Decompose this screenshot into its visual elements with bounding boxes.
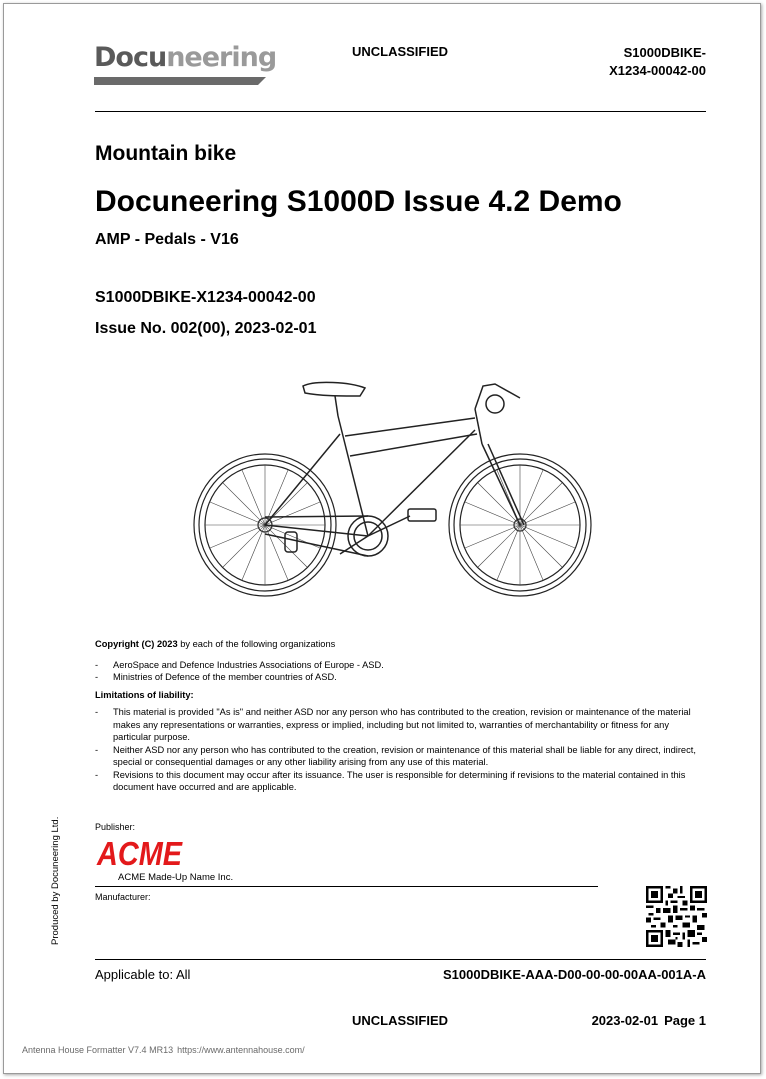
issue-info: Issue No. 002(00), 2023-02-01 bbox=[95, 320, 317, 337]
header-document-code bbox=[560, 44, 706, 80]
header-rule bbox=[95, 111, 706, 112]
list-item: - Revisions to this document may occur after its issuance. The user is responsible for determining if revisions to the material contained in this document have occurred and are applicable. bbox=[95, 769, 686, 792]
header-dmc-line1: S1000DBIKE- bbox=[623, 45, 706, 60]
producer-text: Produced by Docuneering Ltd. bbox=[50, 816, 61, 945]
docuneering-logo bbox=[94, 42, 277, 86]
publisher-rule bbox=[95, 886, 598, 887]
organizations-list bbox=[95, 659, 707, 684]
document-subtitle: AMP - Pedals - V16 bbox=[95, 231, 239, 248]
qr-code-icon bbox=[646, 886, 707, 947]
publisher-name: ACME Made-Up Name Inc. bbox=[118, 872, 234, 883]
logo-swoosh-icon bbox=[94, 74, 270, 86]
limitations-list bbox=[95, 706, 707, 794]
acme-logo bbox=[96, 835, 184, 872]
footer-rule bbox=[95, 959, 706, 960]
applicability: Applicable to: All bbox=[95, 967, 191, 982]
logo-text-part1: Docu bbox=[94, 42, 167, 73]
formatter-url[interactable]: https://www.antennahouse.com/ bbox=[177, 1045, 305, 1055]
copyright-label: Copyright (C) 2023 bbox=[95, 639, 178, 649]
acme-logo-text: ACME bbox=[96, 835, 183, 872]
header-dmc-line2: X1234-00042-00 bbox=[609, 63, 706, 78]
footer-date: 2023-02-01 bbox=[591, 1013, 659, 1028]
list-item: - This material is provided "As is" and neither ASD nor any person who has contributed to the creation, revision or maintenance of the material makes any representations or warranties, express or implied, including but not limited to, warranties of merchantability or fitness for any particular purpose. bbox=[95, 707, 691, 742]
document-code: S1000DBIKE-X1234-00042-00 bbox=[95, 289, 316, 306]
publisher-label: Publisher: bbox=[95, 822, 136, 832]
manufacturer-label: Manufacturer: bbox=[95, 892, 151, 902]
logo-text-part2: neering bbox=[166, 42, 277, 73]
footer-data-module-code: S1000DBIKE-AAA-D00-00-00-00AA-001A-A bbox=[443, 967, 706, 982]
limitations-heading: Limitations of liability: bbox=[95, 689, 194, 700]
footer-page-number: Page 1 bbox=[664, 1013, 706, 1028]
copyright-section bbox=[95, 638, 707, 799]
producer-side-text bbox=[50, 815, 90, 955]
product-name: Mountain bike bbox=[95, 142, 237, 165]
list-item: - Ministries of Defence of the member countries of ASD. bbox=[95, 672, 337, 682]
list-item: - Neither ASD nor any person who has contributed to the creation, revision or maintenance of this material shall be liable for any direct, indirect, special or consequential damages or any other liability arising from any use of this material. bbox=[95, 744, 696, 767]
copyright-statement bbox=[95, 638, 707, 651]
footer-date-page bbox=[540, 1013, 706, 1028]
formatter-credit bbox=[22, 1045, 305, 1055]
formatter-name: Antenna House Formatter V7.4 MR13 bbox=[22, 1045, 174, 1055]
copyright-text: by each of the following organizations bbox=[177, 639, 336, 649]
mountain-bike-icon bbox=[190, 374, 600, 610]
footer-classification: UNCLASSIFIED bbox=[351, 1013, 449, 1028]
document-title: Docuneering S1000D Issue 4.2 Demo bbox=[95, 185, 622, 218]
header-classification: UNCLASSIFIED bbox=[351, 44, 449, 59]
list-item: - AeroSpace and Defence Industries Associations of Europe - ASD. bbox=[95, 659, 384, 670]
